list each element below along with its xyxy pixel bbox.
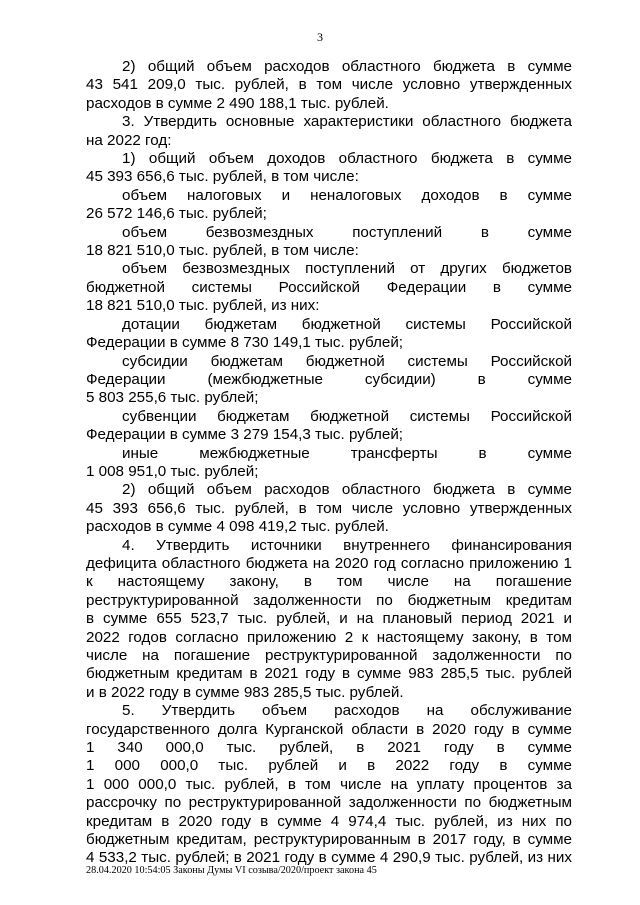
paragraph-line: 4 533,2 тыс. рублей; в 2021 году в сумме 4 290,9 тыс. рублей, из них xyxy=(86,849,572,867)
paragraph-line: бюджетным кредитам, реструктурированным в 2017 году, в сумме xyxy=(86,831,572,849)
paragraph xyxy=(86,353,572,408)
paragraph-line: 18 821 510,0 тыс. рублей, в том числе: xyxy=(86,242,359,260)
paragraph xyxy=(86,408,572,445)
paragraph-line: 45 393 656,6 тыс. рублей, в том числе: xyxy=(86,168,359,186)
paragraph-line: 2) общий объем расходов областного бюджета в сумме xyxy=(122,58,572,75)
paragraph-line: 5. Утвердить объем расходов на обслуживание xyxy=(122,702,572,720)
paragraph-line: 26 572 146,6 тыс. рублей; xyxy=(86,205,267,223)
paragraph-line: объем безвозмездных поступлений от других бюджетов xyxy=(122,260,572,278)
paragraph-line: числе на погашение реструктурированной задолженности по xyxy=(86,647,572,664)
paragraph-line: субвенции бюджетам бюджетной системы Российской xyxy=(122,407,572,425)
paragraph-line: бюджетным кредитам в 2021 году в сумме 983 285,5 тыс. рублей xyxy=(86,665,572,683)
paragraph-line: субсидии бюджетам бюджетной системы Российской xyxy=(122,352,572,370)
paragraph-line: дотации бюджетам бюджетной системы Российской xyxy=(122,315,572,333)
paragraph xyxy=(86,445,572,482)
paragraph-line: 1 008 951,0 тыс. рублей; xyxy=(86,462,259,480)
document-body xyxy=(86,58,572,868)
paragraph-line: 43 541 209,0 тыс. рублей, в том числе условно утвержденных xyxy=(86,76,572,94)
paragraph-line: расходов в сумме 2 490 188,1 тыс. рублей. xyxy=(86,94,389,112)
paragraph-line: 18 821 510,0 тыс. рублей, из них: xyxy=(86,297,320,315)
paragraph-line: Федерации (межбюджетные субсидии) в сумме xyxy=(86,370,572,388)
paragraph xyxy=(86,702,572,868)
paragraph-line: в сумме 655 523,7 тыс. рублей, и на плановый период 2021 и xyxy=(86,610,572,628)
paragraph-line: 1 340 000,0 тыс. рублей, в 2021 году в сумме xyxy=(86,739,572,757)
paragraph-line: 2022 годов согласно приложению 2 к настоящему закону, в том xyxy=(86,628,572,646)
paragraph-line: объем безвозмездных поступлений в сумме xyxy=(122,223,572,241)
page-number: 3 xyxy=(317,30,323,44)
paragraph-line: и в 2022 году в сумме 983 285,5 тыс. рублей. xyxy=(86,683,404,701)
paragraph-line: государственного долга Курганской области в 2020 году в сумме xyxy=(86,720,572,738)
paragraph-line: рассрочку по реструктурированной задолженности по бюджетным xyxy=(86,794,572,812)
paragraph-line: 5 803 255,6 тыс. рублей; xyxy=(86,389,259,407)
paragraph-line: объем налоговых и неналоговых доходов в сумме xyxy=(122,186,572,204)
paragraph-line: реструктурированной задолженности по бюджетным кредитам xyxy=(86,591,572,609)
paragraph-line: 2) общий объем расходов областного бюджета в сумме xyxy=(122,481,572,499)
paragraph xyxy=(86,58,572,113)
paragraph-line: 3. Утвердить основные характеристики областного бюджета xyxy=(122,113,572,131)
paragraph xyxy=(86,113,572,150)
paragraph-line: дефицита областного бюджета на 2020 год согласно приложению 1 xyxy=(86,554,572,572)
paragraph xyxy=(86,260,572,315)
paragraph-line: кредитам в 2020 году в сумме 4 974,4 тыс. рублей, из них по xyxy=(86,812,572,830)
paragraph-line: 45 393 656,6 тыс. рублей, в том числе условно утвержденных xyxy=(86,499,572,517)
paragraph-line: Федерации в сумме 8 730 149,1 тыс. рублей; xyxy=(86,334,404,352)
paragraph xyxy=(86,150,572,187)
paragraph xyxy=(86,187,572,224)
paragraph-line: бюджетной системы Российской Федерации в сумме xyxy=(86,278,572,296)
paragraph-line: Федерации в сумме 3 279 154,3 тыс. рублей; xyxy=(86,426,404,444)
paragraph xyxy=(86,316,572,353)
paragraph-line: на 2022 год: xyxy=(86,131,172,149)
paragraph-line: расходов в сумме 4 098 419,2 тыс. рублей. xyxy=(86,518,389,536)
paragraph-line: 1 000 000,0 тыс. рублей и в 2022 году в сумме xyxy=(86,757,572,775)
paragraph-line: 1) общий объем доходов областного бюджета в сумме xyxy=(122,150,572,168)
document-footer: 28.04.2020 10:54:05 Законы Думы VI созыва/2020/проект закона 45 xyxy=(86,865,377,876)
paragraph xyxy=(86,224,572,261)
paragraph xyxy=(86,537,572,703)
paragraph-line: иные межбюджетные трансферты в сумме xyxy=(122,444,572,462)
paragraph xyxy=(86,481,572,536)
paragraph-line: к настоящему закону, в том числе на погашение xyxy=(86,573,572,591)
paragraph-line: 1 000 000,0 тыс. рублей, в том числе на уплату процентов за xyxy=(86,775,572,793)
paragraph-line: 4. Утвердить источники внутреннего финансирования xyxy=(122,536,572,554)
